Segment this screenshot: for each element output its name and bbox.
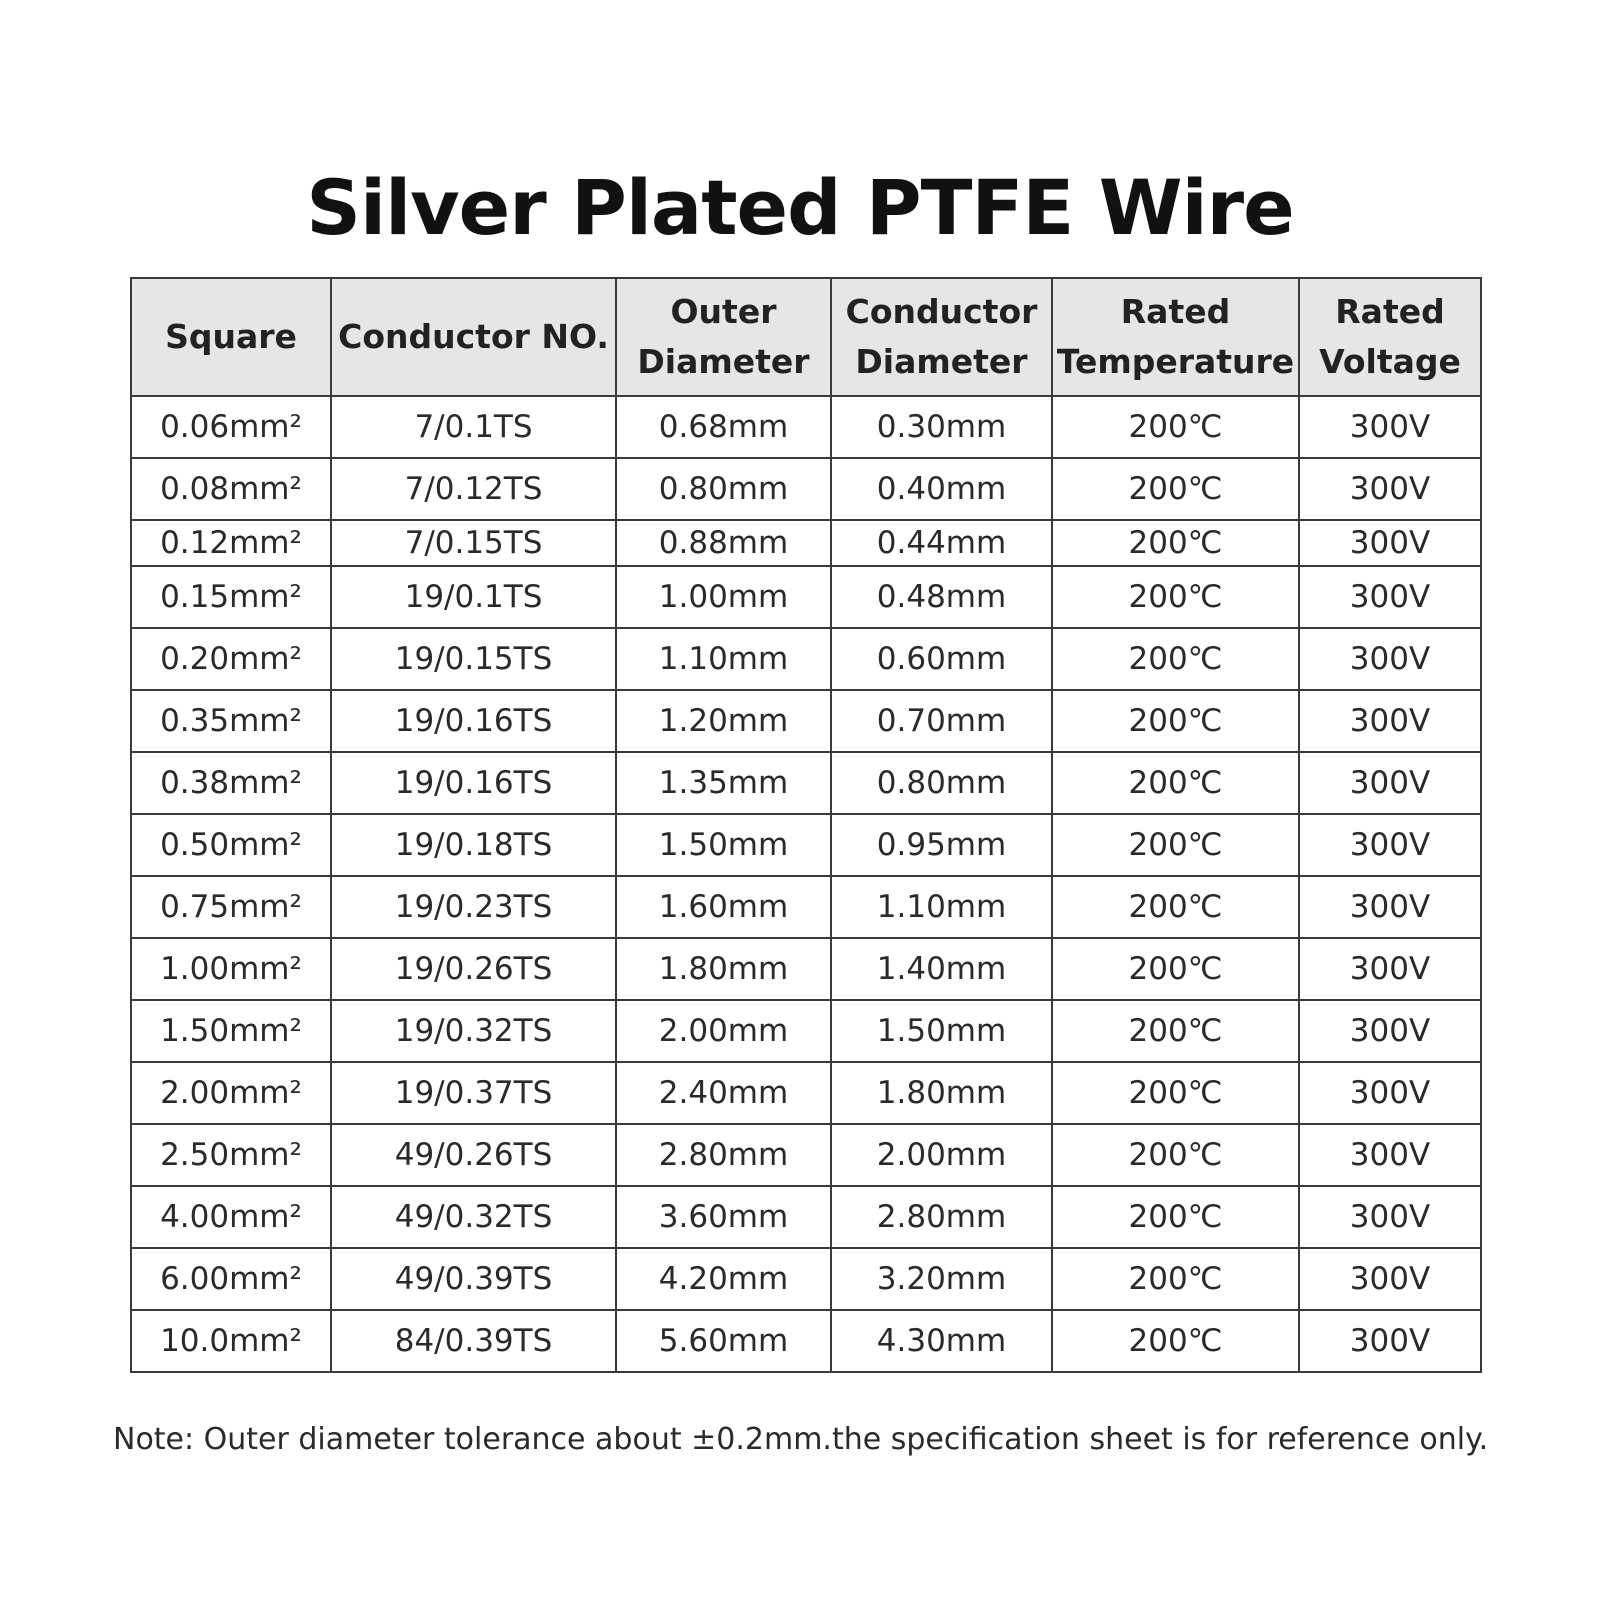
cell-conductor-diameter: 3.20mm bbox=[831, 1248, 1052, 1310]
header-label: Outer bbox=[670, 292, 777, 331]
table-row bbox=[131, 1248, 1481, 1310]
footnote: Note: Outer diameter tolerance about ±0.2mm.the specification sheet is for reference only. bbox=[113, 1422, 1489, 1457]
cell-square: 0.20mm² bbox=[131, 628, 331, 690]
cell-outer-diameter: 0.88mm bbox=[616, 520, 831, 566]
cell-conductor-diameter: 0.48mm bbox=[831, 566, 1052, 628]
cell-conductor-no: 7/0.15TS bbox=[331, 520, 616, 566]
cell-square: 0.12mm² bbox=[131, 520, 331, 566]
cell-outer-diameter: 5.60mm bbox=[616, 1310, 831, 1372]
cell-outer-diameter: 1.50mm bbox=[616, 814, 831, 876]
cell-outer-diameter: 1.35mm bbox=[616, 752, 831, 814]
cell-conductor-diameter: 0.80mm bbox=[831, 752, 1052, 814]
header-conductor-diameter bbox=[831, 278, 1052, 396]
table-row bbox=[131, 814, 1481, 876]
cell-conductor-no: 19/0.37TS bbox=[331, 1062, 616, 1124]
cell-outer-diameter: 1.20mm bbox=[616, 690, 831, 752]
header-label: Square bbox=[165, 317, 297, 356]
header-label: Diameter bbox=[855, 342, 1028, 381]
header-label: Voltage bbox=[1319, 342, 1461, 381]
cell-square: 0.06mm² bbox=[131, 396, 331, 458]
cell-square: 0.75mm² bbox=[131, 876, 331, 938]
cell-square: 0.50mm² bbox=[131, 814, 331, 876]
cell-square: 0.38mm² bbox=[131, 752, 331, 814]
cell-rated-temperature: 200℃ bbox=[1052, 1000, 1299, 1062]
table-row bbox=[131, 1124, 1481, 1186]
cell-conductor-diameter: 0.30mm bbox=[831, 396, 1052, 458]
table-row bbox=[131, 566, 1481, 628]
header-label: Rated bbox=[1120, 292, 1231, 331]
cell-square: 1.00mm² bbox=[131, 938, 331, 1000]
cell-conductor-no: 49/0.32TS bbox=[331, 1186, 616, 1248]
header-label: Conductor NO. bbox=[338, 317, 609, 356]
cell-rated-voltage: 300V bbox=[1299, 814, 1481, 876]
cell-conductor-diameter: 0.70mm bbox=[831, 690, 1052, 752]
cell-rated-temperature: 200℃ bbox=[1052, 566, 1299, 628]
cell-rated-voltage: 300V bbox=[1299, 938, 1481, 1000]
header-label: Rated bbox=[1335, 292, 1445, 331]
table-row bbox=[131, 752, 1481, 814]
cell-square: 1.50mm² bbox=[131, 1000, 331, 1062]
cell-rated-voltage: 300V bbox=[1299, 396, 1481, 458]
table-row bbox=[131, 690, 1481, 752]
cell-rated-voltage: 300V bbox=[1299, 1062, 1481, 1124]
cell-rated-temperature: 200℃ bbox=[1052, 458, 1299, 520]
cell-outer-diameter: 4.20mm bbox=[616, 1248, 831, 1310]
header-conductor-no bbox=[331, 278, 616, 396]
table-row bbox=[131, 938, 1481, 1000]
cell-rated-voltage: 300V bbox=[1299, 1000, 1481, 1062]
table-row bbox=[131, 876, 1481, 938]
cell-outer-diameter: 1.00mm bbox=[616, 566, 831, 628]
header-outer-diameter bbox=[616, 278, 831, 396]
cell-conductor-no: 19/0.16TS bbox=[331, 752, 616, 814]
cell-square: 2.50mm² bbox=[131, 1124, 331, 1186]
cell-outer-diameter: 1.10mm bbox=[616, 628, 831, 690]
cell-rated-voltage: 300V bbox=[1299, 752, 1481, 814]
table-row bbox=[131, 396, 1481, 458]
cell-rated-temperature: 200℃ bbox=[1052, 1124, 1299, 1186]
cell-rated-voltage: 300V bbox=[1299, 876, 1481, 938]
header-square bbox=[131, 278, 331, 396]
table-body bbox=[131, 396, 1481, 1372]
cell-conductor-diameter: 1.50mm bbox=[831, 1000, 1052, 1062]
cell-square: 10.0mm² bbox=[131, 1310, 331, 1372]
cell-square: 6.00mm² bbox=[131, 1248, 331, 1310]
cell-square: 0.08mm² bbox=[131, 458, 331, 520]
cell-rated-voltage: 300V bbox=[1299, 1310, 1481, 1372]
cell-outer-diameter: 0.80mm bbox=[616, 458, 831, 520]
cell-conductor-diameter: 0.95mm bbox=[831, 814, 1052, 876]
cell-conductor-diameter: 4.30mm bbox=[831, 1310, 1052, 1372]
table-row bbox=[131, 458, 1481, 520]
cell-rated-voltage: 300V bbox=[1299, 1186, 1481, 1248]
header-rated-temperature bbox=[1052, 278, 1299, 396]
cell-conductor-no: 7/0.1TS bbox=[331, 396, 616, 458]
cell-rated-voltage: 300V bbox=[1299, 690, 1481, 752]
cell-square: 0.35mm² bbox=[131, 690, 331, 752]
cell-outer-diameter: 1.60mm bbox=[616, 876, 831, 938]
cell-conductor-no: 49/0.26TS bbox=[331, 1124, 616, 1186]
cell-conductor-diameter: 0.44mm bbox=[831, 520, 1052, 566]
cell-conductor-diameter: 1.40mm bbox=[831, 938, 1052, 1000]
header-label: Temperature bbox=[1056, 342, 1295, 381]
table-row bbox=[131, 628, 1481, 690]
table-row bbox=[131, 1062, 1481, 1124]
cell-square: 0.15mm² bbox=[131, 566, 331, 628]
cell-rated-voltage: 300V bbox=[1299, 628, 1481, 690]
cell-square: 2.00mm² bbox=[131, 1062, 331, 1124]
cell-rated-temperature: 200℃ bbox=[1052, 690, 1299, 752]
cell-conductor-diameter: 2.00mm bbox=[831, 1124, 1052, 1186]
cell-outer-diameter: 2.80mm bbox=[616, 1124, 831, 1186]
header-label: Diameter bbox=[637, 342, 810, 381]
cell-outer-diameter: 0.68mm bbox=[616, 396, 831, 458]
cell-rated-temperature: 200℃ bbox=[1052, 814, 1299, 876]
cell-conductor-no: 19/0.15TS bbox=[331, 628, 616, 690]
header-rated-voltage bbox=[1299, 278, 1481, 396]
cell-rated-voltage: 300V bbox=[1299, 520, 1481, 566]
cell-rated-temperature: 200℃ bbox=[1052, 876, 1299, 938]
table-header bbox=[131, 278, 1481, 396]
cell-rated-temperature: 200℃ bbox=[1052, 520, 1299, 566]
cell-conductor-no: 49/0.39TS bbox=[331, 1248, 616, 1310]
cell-conductor-no: 19/0.23TS bbox=[331, 876, 616, 938]
cell-conductor-diameter: 1.10mm bbox=[831, 876, 1052, 938]
cell-outer-diameter: 1.80mm bbox=[616, 938, 831, 1000]
page-title: Silver Plated PTFE Wire bbox=[306, 163, 1294, 252]
spec-table bbox=[130, 277, 1482, 1373]
cell-conductor-diameter: 2.80mm bbox=[831, 1186, 1052, 1248]
cell-rated-voltage: 300V bbox=[1299, 566, 1481, 628]
cell-conductor-diameter: 0.40mm bbox=[831, 458, 1052, 520]
header-label: Conductor bbox=[845, 292, 1038, 331]
cell-rated-temperature: 200℃ bbox=[1052, 752, 1299, 814]
table-row bbox=[131, 1310, 1481, 1372]
cell-conductor-no: 7/0.12TS bbox=[331, 458, 616, 520]
cell-rated-temperature: 200℃ bbox=[1052, 1186, 1299, 1248]
cell-rated-voltage: 300V bbox=[1299, 1124, 1481, 1186]
cell-rated-voltage: 300V bbox=[1299, 1248, 1481, 1310]
cell-outer-diameter: 2.40mm bbox=[616, 1062, 831, 1124]
table-row bbox=[131, 1186, 1481, 1248]
cell-outer-diameter: 2.00mm bbox=[616, 1000, 831, 1062]
cell-conductor-no: 19/0.26TS bbox=[331, 938, 616, 1000]
cell-conductor-no: 19/0.1TS bbox=[331, 566, 616, 628]
cell-conductor-no: 19/0.16TS bbox=[331, 690, 616, 752]
table-row bbox=[131, 520, 1481, 566]
cell-square: 4.00mm² bbox=[131, 1186, 331, 1248]
cell-rated-voltage: 300V bbox=[1299, 458, 1481, 520]
cell-rated-temperature: 200℃ bbox=[1052, 1310, 1299, 1372]
cell-outer-diameter: 3.60mm bbox=[616, 1186, 831, 1248]
cell-rated-temperature: 200℃ bbox=[1052, 1248, 1299, 1310]
cell-rated-temperature: 200℃ bbox=[1052, 938, 1299, 1000]
header-row bbox=[131, 278, 1481, 396]
cell-rated-temperature: 200℃ bbox=[1052, 1062, 1299, 1124]
cell-conductor-no: 19/0.32TS bbox=[331, 1000, 616, 1062]
cell-rated-temperature: 200℃ bbox=[1052, 396, 1299, 458]
cell-conductor-no: 19/0.18TS bbox=[331, 814, 616, 876]
cell-rated-temperature: 200℃ bbox=[1052, 628, 1299, 690]
cell-conductor-diameter: 1.80mm bbox=[831, 1062, 1052, 1124]
cell-conductor-no: 84/0.39TS bbox=[331, 1310, 616, 1372]
cell-conductor-diameter: 0.60mm bbox=[831, 628, 1052, 690]
table-row bbox=[131, 1000, 1481, 1062]
